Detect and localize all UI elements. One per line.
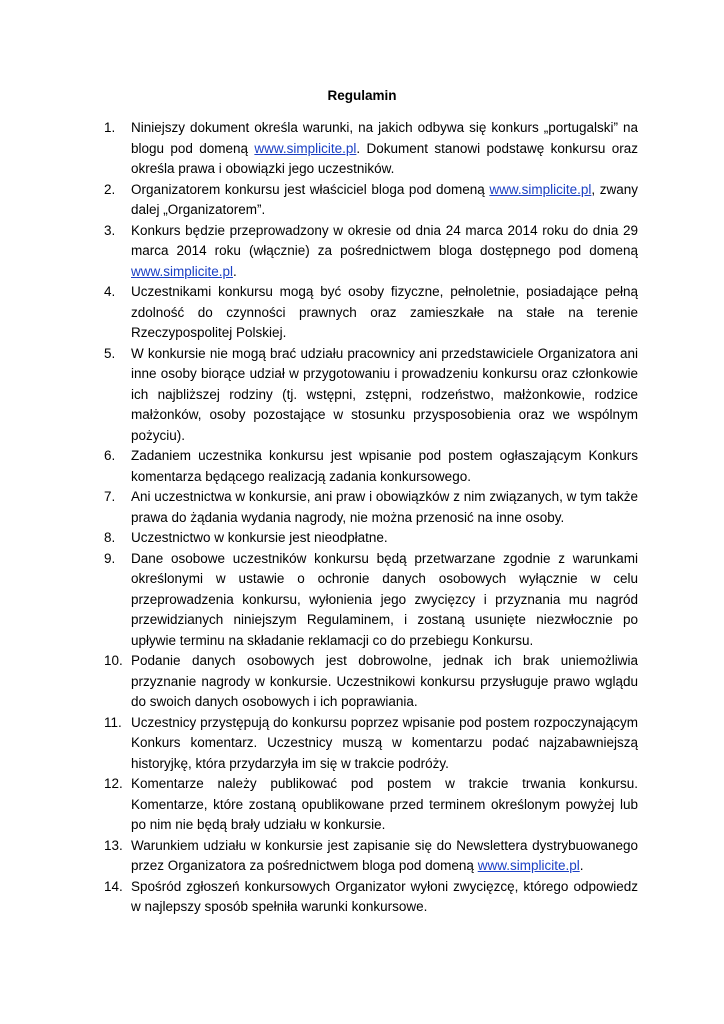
rule-number: 13. — [104, 837, 123, 853]
rule-text: Ani uczestnictwa w konkursie, ani praw i obowiązków z nim związanych, w tym także prawa do żądania wydania nagrody, nie można przenosić na inne osoby. — [131, 489, 638, 525]
rule-item — [104, 344, 638, 447]
rule-number: 10. — [104, 653, 123, 668]
rule-item — [104, 877, 638, 918]
domain-link[interactable]: www.simplicite.pl — [477, 858, 580, 873]
rule-number: 1. — [104, 120, 116, 135]
rule-number: 9. — [104, 550, 116, 566]
rule-text: Spośród zgłoszeń konkursowych Organizator wyłoni zwycięzcę, którego odpowiedz w najlepszy sposób spełniła warunki konkursowe. — [131, 878, 638, 914]
rule-number: 14. — [104, 878, 123, 894]
rule-number: 3. — [104, 222, 116, 238]
rule-text: Uczestnikami konkursu mogą być osoby fizyczne, pełnoletnie, posiadające pełną zdolność do czynności prawnych oraz zamieszkałe na stałe na terenie Rzeczypospolitej Polskiej. — [131, 284, 638, 340]
rule-text: Niniejszy dokument określa warunki, na jakich odbywa się konkurs „portugalski” na blogu pod domeną — [131, 120, 638, 156]
rule-item — [104, 528, 638, 549]
rule-item — [104, 221, 638, 283]
rule-text: . Dokument stanowi podstawę konkursu oraz określa prawa i obowiązki jego uczestników. — [131, 140, 639, 176]
rule-number: 11. — [104, 714, 122, 730]
domain-link[interactable]: www.simplicite.pl — [489, 181, 592, 197]
rules-list — [104, 118, 638, 918]
rule-item — [104, 836, 638, 877]
rule-text: Konkurs będzie przeprowadzony w okresie od dnia 24 marca 2014 roku do dnia 29 marca 2014 roku (włącznie) za pośrednictwem bloga dostępnego pod domeną — [131, 222, 638, 258]
rule-number: 2. — [104, 181, 116, 197]
rule-item — [104, 282, 638, 344]
rule-item — [104, 446, 638, 487]
rule-item — [104, 118, 638, 180]
rule-item — [104, 651, 638, 713]
rule-text: . — [233, 263, 237, 279]
rule-item — [104, 487, 638, 528]
domain-link[interactable]: www.simplicite.pl — [254, 140, 357, 156]
rule-item — [104, 713, 638, 775]
rule-number: 6. — [104, 448, 116, 463]
document-title: Regulamin — [327, 88, 397, 103]
rule-number: 12. — [104, 776, 123, 791]
rule-text: Podanie danych osobowych jest dobrowolne, jednak ich brak uniemożliwia przyznanie nagrody w konkursie. Uczestnikowi konkursu przysługuje prawo wglądu do swoich danych osobowych i ich poprawiania. — [131, 653, 638, 709]
rule-text: Uczestnictwo w konkursie jest nieodpłatne. — [131, 530, 388, 545]
rule-text: Komentarze należy publikować pod postem w trakcie trwania konkursu. Komentarze, które zostaną opublikowane przed terminem określonym powyżej lub po nim nie będą brały udziału w konkursie. — [131, 776, 638, 832]
rule-text: , zwany dalej „Organizatorem”. — [131, 181, 638, 217]
rule-number: 7. — [104, 489, 116, 504]
rule-text: Uczestnicy przystępują do konkursu poprzez wpisanie pod postem rozpoczynającym Konkurs komentarz. Uczestnicy muszą w komentarzu podać najzabawniejszą historyjkę, która przydarzyła im się w trakcie podróży. — [131, 714, 638, 771]
rule-text: Warunkiem udziału w konkursie jest zapisanie się do Newslettera dystrybuowanego przez Organizatora za pośrednictwem bloga pod domeną — [131, 837, 638, 873]
rule-item — [104, 774, 638, 836]
domain-link[interactable]: www.simplicite.pl — [131, 263, 234, 279]
rule-number: 8. — [104, 530, 116, 545]
rule-number: 4. — [104, 284, 116, 299]
rule-text: Zadaniem uczestnika konkursu jest wpisanie pod postem ogłaszającym Konkurs komentarza będącego realizacją zadania konkursowego. — [131, 448, 638, 484]
rule-text: Organizatorem konkursu jest właściciel bloga pod domeną — [131, 181, 490, 197]
rule-item — [104, 180, 638, 221]
rule-item — [104, 549, 638, 652]
rule-text: W konkursie nie mogą brać udziału pracownicy ani przedstawiciele Organizatora ani inne osoby biorące udział w przygotowaniu i prowadzeniu konkursu oraz członkowie ich najbliższej rodziny (tj. wstępni, zstępni, rodzeństwo, małżonkowie, rodzice małżonków, osoby pozostające w stosunku przysposobienia oraz we wspólnym pożyciu). — [131, 345, 638, 443]
rule-number: 5. — [104, 345, 116, 361]
rule-text: . — [579, 858, 584, 873]
rule-text: Dane osobowe uczestników konkursu będą przetwarzane zgodnie z warunkami określonymi w ustawie o ochronie danych osobowych wyłącznie w celu przeprowadzenia konkursu, wyłonienia jego zwycięzcy i przyznania mu nagród przewidzianych niniejszym Regulaminem, i zostaną usunięte niezwłocznie po upływie terminu na składanie reklamacji co do przebiegu Konkursu. — [131, 550, 638, 648]
